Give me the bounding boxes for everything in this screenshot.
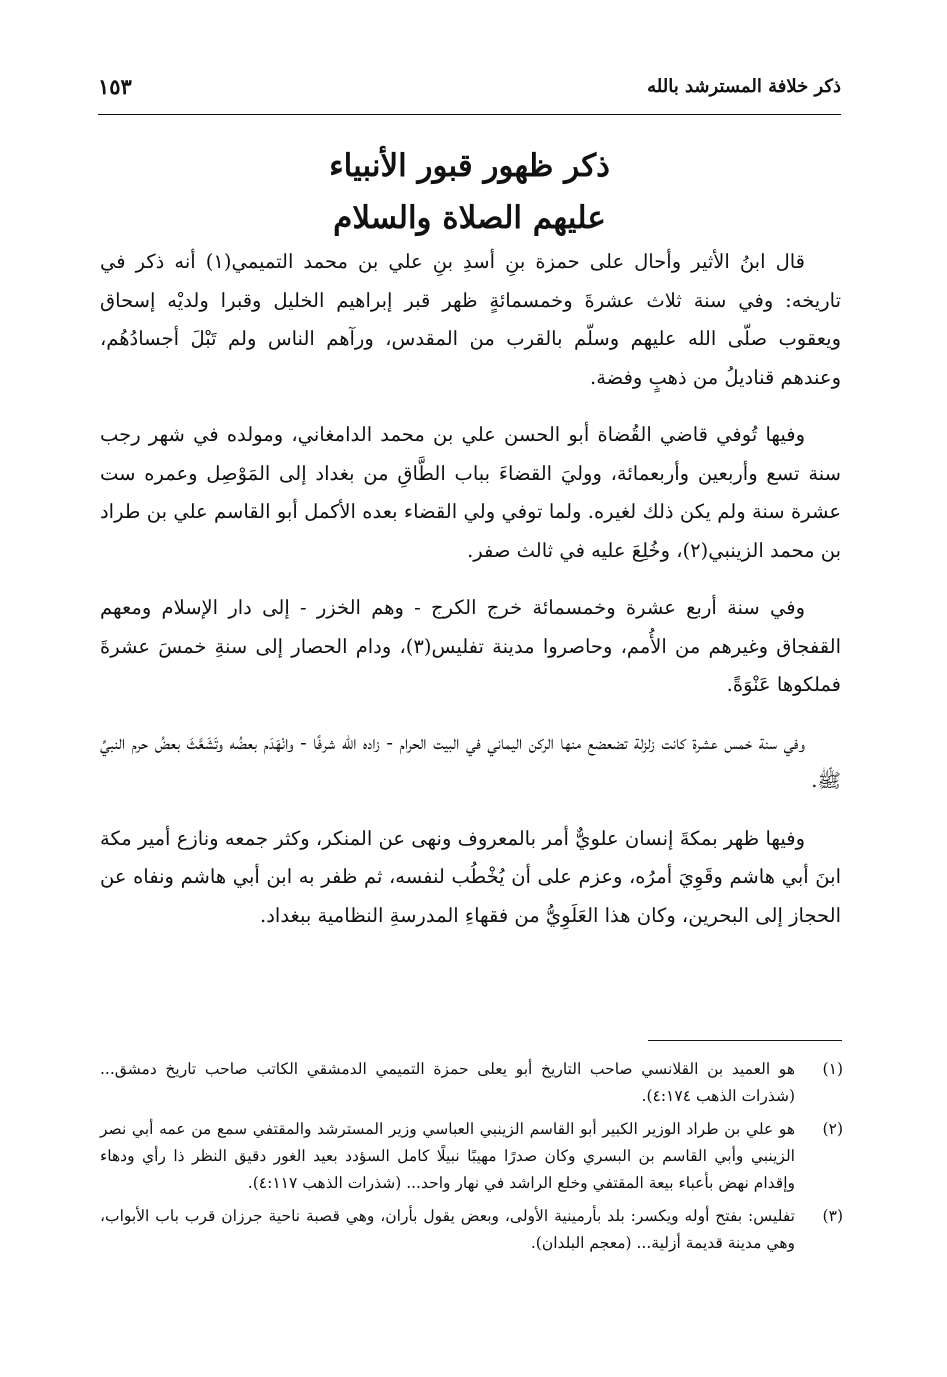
footnote	[100, 1056, 843, 1110]
running-title: ذكر خلافة المسترشد بالله	[647, 76, 841, 97]
paragraph: وفي سنة أربع عشرة وخمسمائة خرج الكرج - وهم الخزر - إلى دار الإسلام ومعهم القفجاق وغيرهم من الأُمم، وحاصروا مدينة تفليس(٣)، ودام الحصار إلى سنةِ خمسَ عشرةَ فملكوها عَنْوَةً.	[100, 596, 841, 696]
footnote-mark: (٢)	[822, 1120, 843, 1138]
body-text	[100, 243, 841, 954]
paragraph: وفيها ظهر بمكةَ إنسان علويٌّ أمر بالمعروف ونهى عن المنكر، وكثر جمعه ونازع أمير مكة ابنَ أبي هاشم وقَوِيَ أمرُه، وعزم على أن يُخْطُب لنفسه، ثم ظفر به ابن أبي هاشم ونفاه عن الحجاز إلى البحرين، وكان هذا العَلَوِيُّ من فقهاءِ المدرسةِ النظامية ببغداد.	[100, 826, 841, 927]
section-title-line-2: عليهم الصلاة والسلام	[333, 200, 606, 236]
paragraph: وفي سنة خمس عشرة كانت زلزلة تضعضع منها الركن اليماني في البيت الحرام - زاده الله شرفًا - وانْهَدَم بعضُه وتَشَعَّثَ بعضُ حرم النبيِّ ﷺ.	[100, 730, 841, 792]
paragraph: قال ابنُ الأثير وأحال على حمزة بنِ أسدِ بنِ علي بن محمد التميمي(١) أنه ذكر في تاريخه: وفي سنة ثلاث عشرةَ وخمسمائةٍ ظهر قبر إبراهيم الخليل وقبرا ولديْه إسحاق ويعقوب صلّى الله عليهم وسلّم بالقرب من المقدس، ورآهم الناس ولم تَبْلَ أجسادُهُم، وعندهم قناديلُ من ذهبٍ وفضة.	[100, 250, 841, 389]
header-rule	[98, 114, 841, 115]
footnote-mark: (١)	[822, 1060, 843, 1078]
footnote-text: هو العميد بن القلانسي صاحب التاريخ أبو يعلى حمزة التميمي الدمشقي الكاتب صاحب تاريخ دمشق... (شذرات الذهب ٤:١٧٤).	[100, 1060, 795, 1105]
page-number: ١٥٣	[98, 74, 132, 99]
footnote-mark: (٣)	[822, 1207, 843, 1225]
footnote-rule	[648, 1040, 842, 1041]
footnote-text: تفليس: بفتح أوله ويكسر: بلد بأرمينية الأولى، وبعض يقول بأران، وهي قصبة ناحية جرزان قرب باب الأبواب، وهي مدينة قديمة أزلية... (معجم البلدان).	[100, 1207, 795, 1252]
footnote	[100, 1203, 843, 1257]
footnote-text: هو علي بن طراد الوزير الكبير أبو القاسم الزينبي العباسي وزير المسترشد والمقتفي سمع من عمه أبي نصر الزينبي وأبي القاسم بن البسري وكان صدرًا مهيبًا نبيلًا كامل السؤدد بعيد الغور دقيق النظر ذا رأي ودهاء وإقدام نهض بأعباء بيعة المقتفي وخلع الراشد في نهار واحد... (شذرات الذهب ٤:١١٧).	[100, 1120, 795, 1192]
page-header	[98, 72, 841, 112]
footnote	[100, 1116, 843, 1197]
paragraph: وفيها تُوفي قاضي القُضاة أبو الحسن علي بن محمد الدامغاني، ومولده في شهر رجب سنة تسع وأربعين وأربعمائة، ووليَ القضاءَ بباب الطَّاقِ من بغداد إلى المَوْصِل وعمره ست عشرة سنة ولم يكن ذلك لغيره. ولما توفي ولي القضاء بعده الأكمل أبو القاسم علي بن طراد بن محمد الزينبي(٢)، وخُلِعَ عليه في ثالث صفر.	[100, 423, 841, 562]
footnotes	[100, 1056, 843, 1263]
section-title-line-1: ذكر ظهور قبور الأنبياء	[329, 148, 610, 184]
section-title	[98, 140, 841, 244]
